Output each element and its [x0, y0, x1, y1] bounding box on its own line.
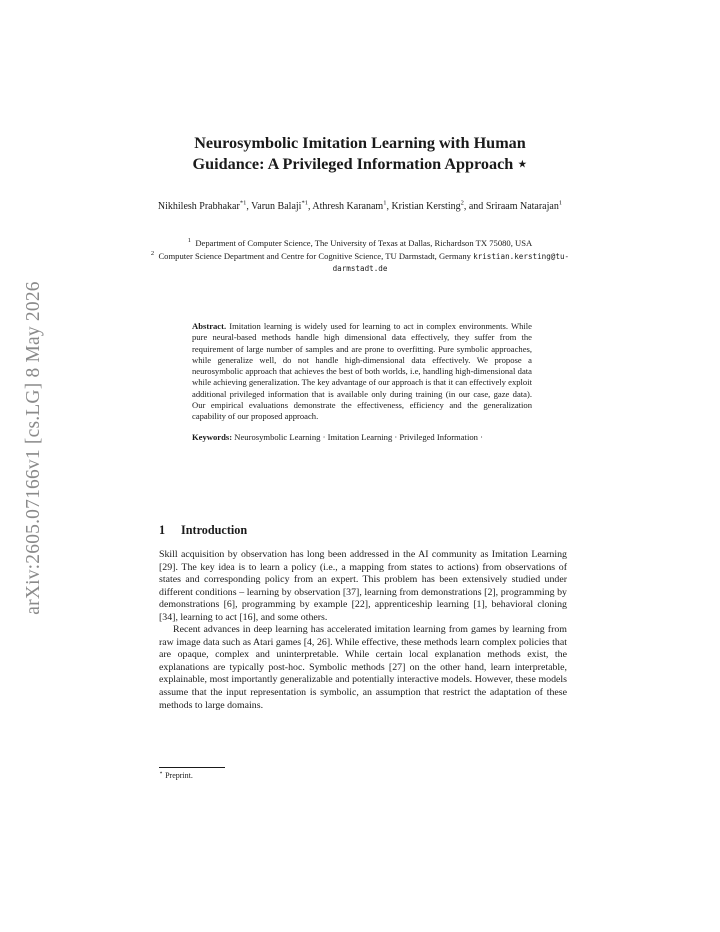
- title-footnote-mark: ⋆: [517, 155, 528, 173]
- title-line-2: Guidance: A Privileged Information Approach: [192, 155, 514, 173]
- keywords-text: Neurosymbolic Learning · Imitation Learning · Privileged Information ·: [234, 431, 483, 442]
- author: Nikhilesh Prabhakar$^{*1}$,: [157, 199, 252, 212]
- affiliation-1: $^1$ Department of Computer Science, The University of Texas at Dallas, Richardson TX 75080, USA: [187, 237, 533, 248]
- footnote-rule: [159, 767, 225, 768]
- arxiv-sidebar-stamp: arXiv:2605.07166v1 [cs.LG] 8 May 2026: [23, 281, 44, 615]
- title-line-1: Neurosymbolic Imitation Learning with Human: [194, 134, 526, 152]
- author: Kristian Kersting$^2$, and: [391, 199, 486, 212]
- author: Sriraam Natarajan$^1$: [485, 199, 563, 212]
- section-heading: [159, 523, 579, 538]
- section-title: Introduction: [181, 523, 248, 537]
- footnote-text: Preprint.: [165, 771, 193, 780]
- abstract-text: Imitation learning is widely used for learning to act in complex environments. While pure neural-based methods handle high dimensional data effectively, they suffer from the requirement of large number of samples and are prone to overfitting. Pure symbolic approaches, while generalize well, do not handle high-dimensional data effectively. We propose a neurosymbolic approach that achieves the best of both worlds, i.e, handling high-dimensional data while achieving generalization. The key advantage of our approach is that it can effectively exploit additional privileged information that is available only during training (in our case, gaze data). Our empirical evaluations demonstrate the effectiveness, efficiency and the generalization capability of our proposed approach.: [192, 321, 532, 422]
- abstract-block: [192, 321, 532, 443]
- author-list: [150, 200, 570, 214]
- footnote: [159, 771, 193, 780]
- author: Varun Balaji$^{*1}$,: [251, 199, 313, 212]
- paragraph: Recent advances in deep learning has accelerated imitation learning from games by learning from raw image data such as Atari games [4, 26]. While effective, these methods learn complex policies that are opaque, complex and uninterpretable. While certain local explanation methods exist, the explanations are typically post-hoc. Symbolic methods [27] on the other hand, learn interpretable, explainable, most importantly generalizable and potentially interactive models. However, these models assume that the input representation is symbolic, an assumption that restrict the adaptation of these methods to large domains.: [159, 624, 567, 711]
- affiliations: [150, 238, 570, 276]
- footnote-mark: ⋆: [159, 769, 164, 777]
- keywords-label: Keywords:: [192, 431, 233, 442]
- paragraph: Skill acquisition by observation has long been addressed in the AI community as Imitation Learning [29]. The key idea is to learn a policy (i.e., a mapping from states to actions) from observations of states and corresponding policy from an expert. This problem has been extensively studied under different conditions – learning by observation [37], learning from demonstrations [2], programming by demonstrations [6], programming by example [22], apprenticeship learning [1], behavioral cloning [34], learning to act [16], and some others.: [159, 549, 567, 623]
- contact-email[interactable]: kristian.kersting@tu-darmstadt.de: [332, 252, 570, 273]
- abstract-label: Abstract.: [192, 321, 227, 331]
- author: Athresh Karanam$^1$,: [312, 199, 392, 212]
- section-number: 1: [159, 523, 166, 537]
- paper-title: [140, 133, 580, 175]
- affiliation-2: $^2$ Computer Science Department and Centre for Cognitive Science, TU Darmstadt, Germany kristian.kersting@tu-darmstadt.de: [150, 250, 570, 273]
- section-body: [159, 549, 567, 712]
